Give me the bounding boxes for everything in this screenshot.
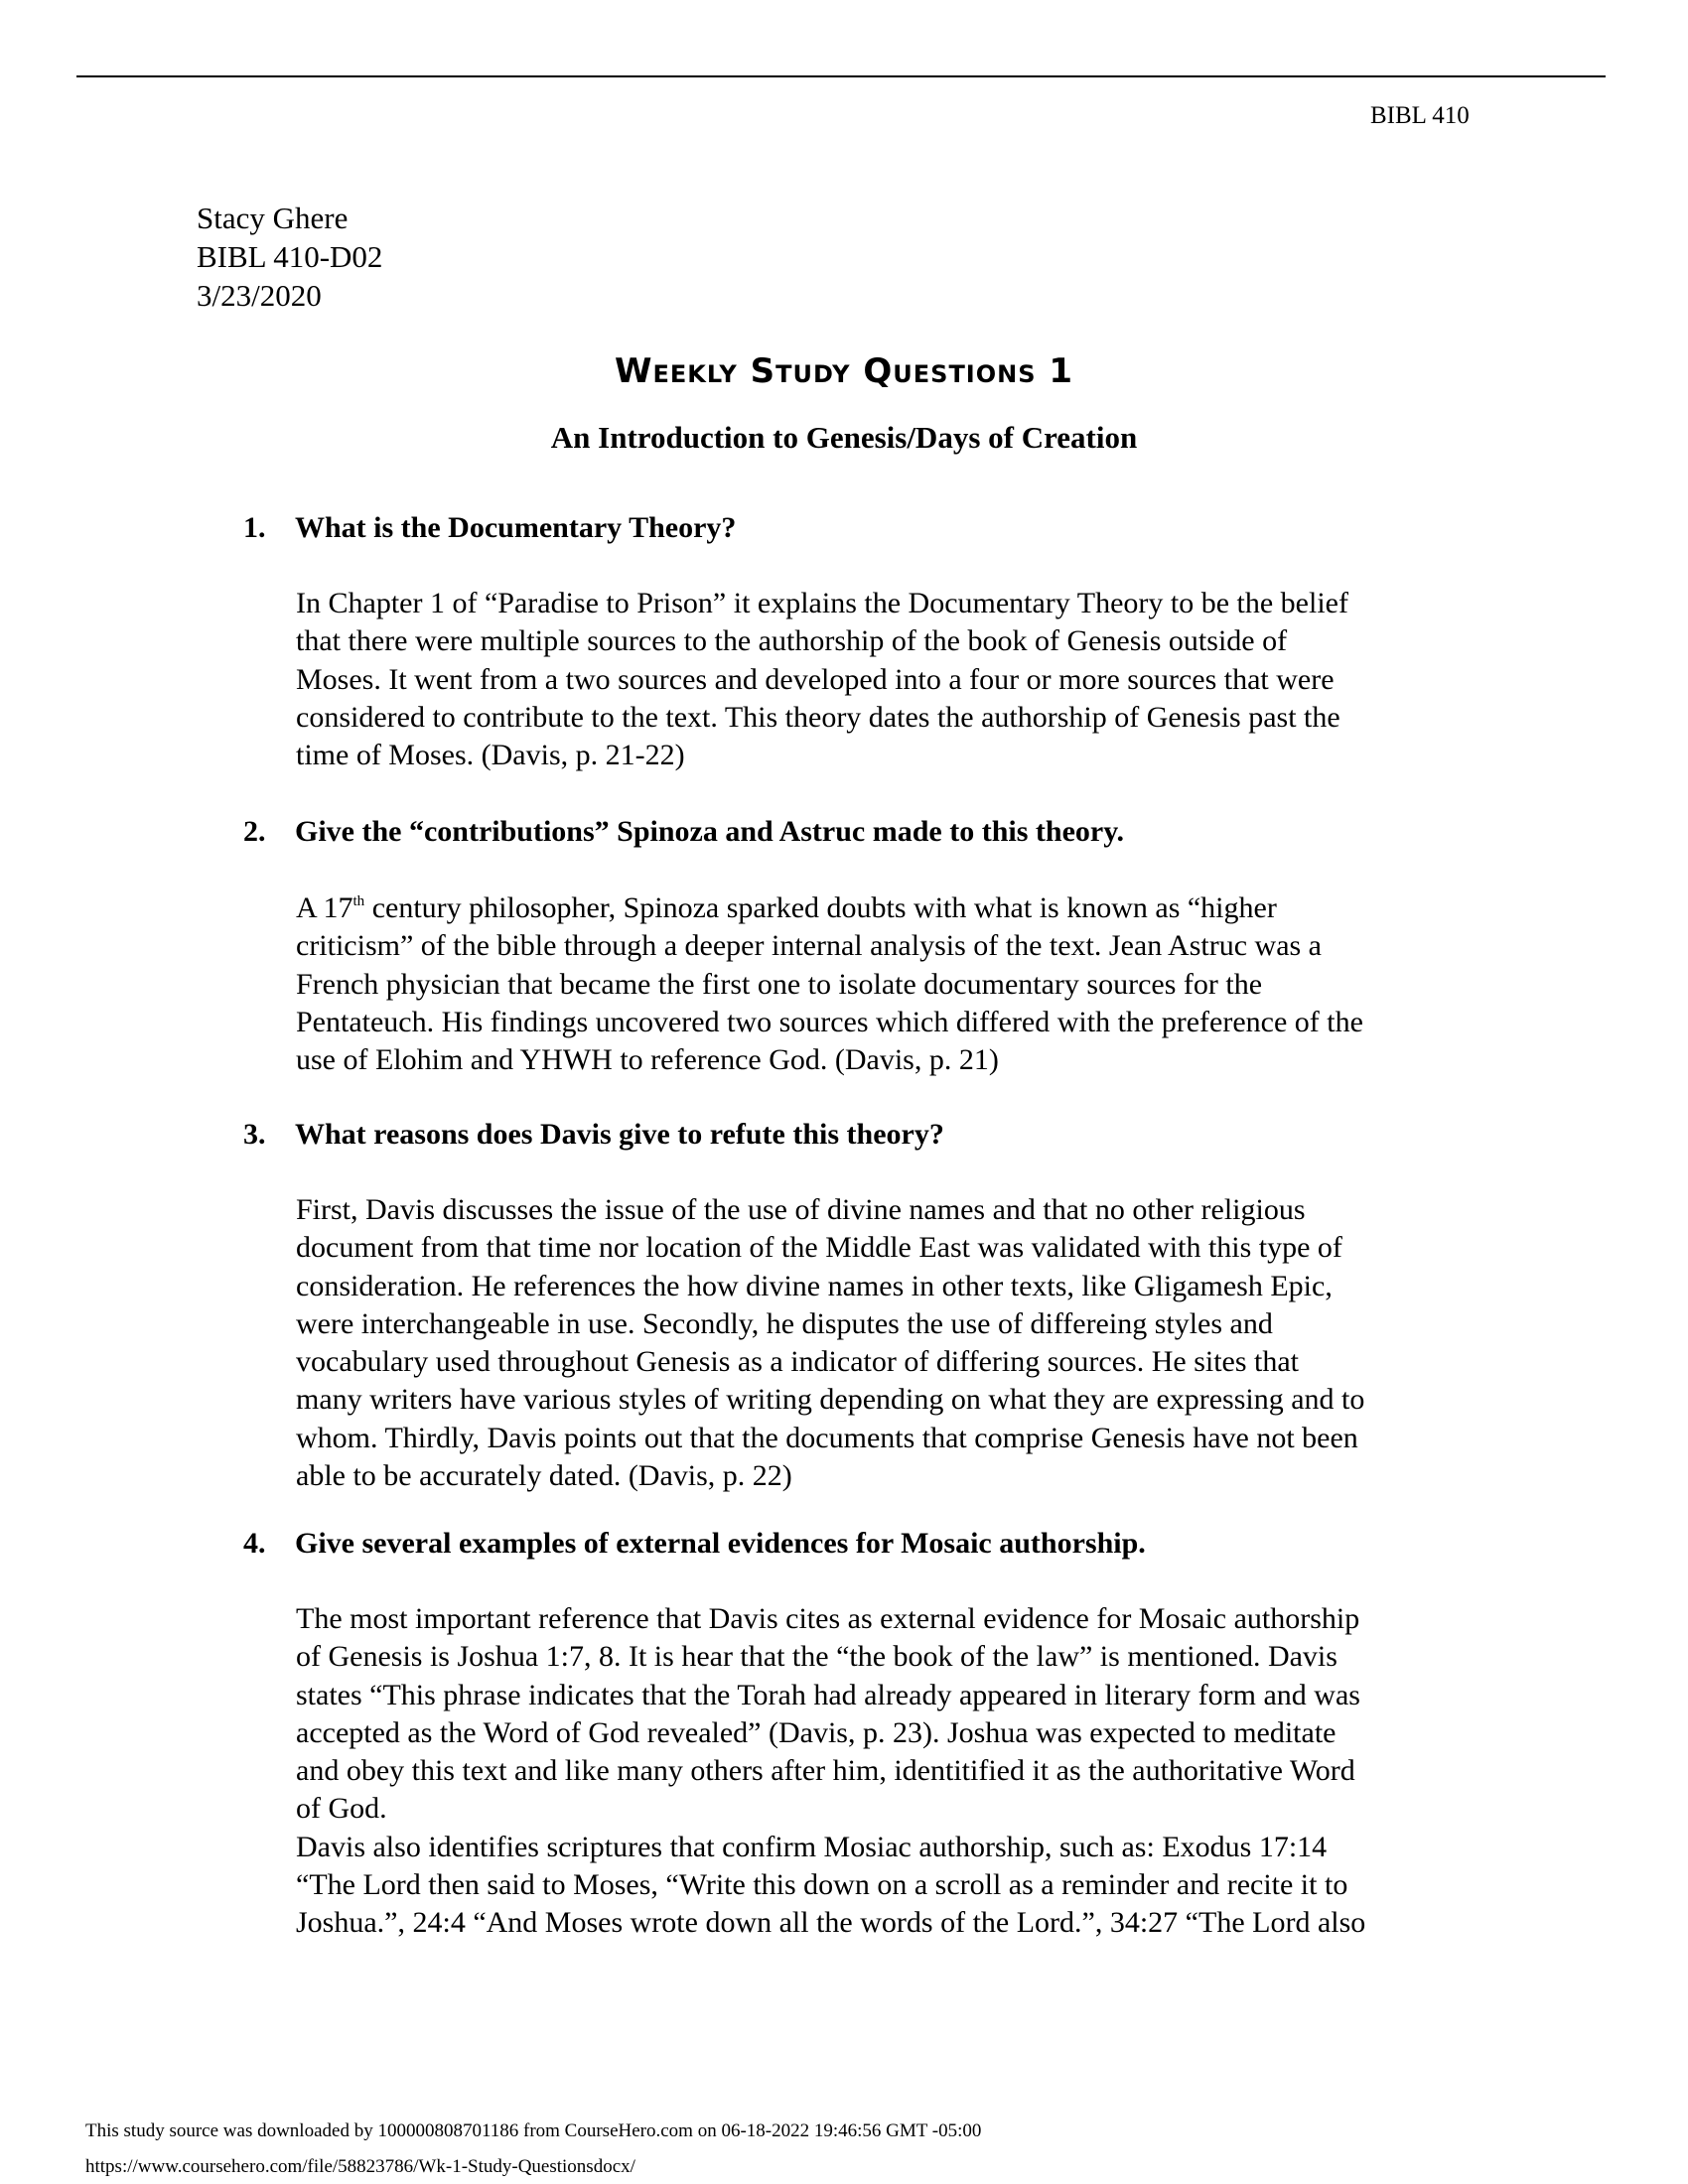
answer-line: First, Davis discusses the issue of the use of divine names and that no other religious	[296, 1193, 1306, 1226]
course-code-header: BIBL 410	[1370, 102, 1470, 129]
answer-line: “The Lord then said to Moses, “Write this down on a scroll as a reminder and recite it to	[296, 1868, 1348, 1902]
question-heading	[243, 1525, 1146, 1563]
source-url: https://www.coursehero.com/file/58823786/Wk-1-Study-Questionsdocx/	[85, 2156, 635, 2177]
submission-date: 3/23/2020	[197, 278, 322, 313]
answer-line: Davis also identifies scriptures that confirm Mosiac authorship, such as: Exodus 17:14	[296, 1830, 1328, 1863]
answer-line: accepted as the Word of God revealed” (Davis, p. 23). Joshua was expected to meditate	[296, 1715, 1336, 1749]
question-number: 4.	[243, 1527, 266, 1560]
answer-line	[296, 889, 1517, 927]
answer-line: able to be accurately dated. (Davis, p. 22)	[296, 1459, 792, 1493]
answer-line: that there were multiple sources to the authorship of the book of Genesis outside of	[296, 624, 1288, 658]
question-number: 2.	[243, 815, 266, 848]
author-block	[197, 199, 382, 315]
question-text: Give the “contributions” Spinoza and Astruc made to this theory.	[295, 815, 1125, 848]
answer-line: and obey this text and like many others after him, identitified it as the authoritative Word	[296, 1754, 1355, 1788]
answer-line: Joshua.”, 24:4 “And Moses wrote down all the words of the Lord.”, 34:27 “The Lord also	[296, 1906, 1366, 1940]
answer-line: considered to contribute to the text. This theory dates the authorship of Genesis past the	[296, 700, 1340, 734]
answer-line: vocabulary used throughout Genesis as a indicator of differing sources. He sites that	[296, 1345, 1300, 1379]
course-section: BIBL 410-D02	[197, 239, 383, 274]
answer-line: document from that time nor location of the Middle East was validated with this type of	[296, 1231, 1342, 1265]
answer-text: century philosopher, Spinoza sparked doubts with what is known as “higher	[364, 891, 1277, 924]
answer-line: Moses. It went from a two sources and developed into a four or more sources that were	[296, 662, 1335, 696]
answer-line: consideration. He references the how divine names in other texts, like Gligamesh Epic,	[296, 1269, 1333, 1302]
answer-line: criticism” of the bible through a deeper internal analysis of the text. Jean Astruc was a	[296, 929, 1322, 963]
answer-paragraph	[296, 1191, 1517, 1495]
answer-paragraph	[296, 1600, 1517, 1943]
header-rule	[76, 75, 1606, 77]
question-number: 3.	[243, 1118, 266, 1151]
question-text: Give several examples of external evidences for Mosaic authorship.	[295, 1527, 1146, 1560]
answer-line: whom. Thirdly, Davis points out that the documents that comprise Genesis have not been	[296, 1421, 1358, 1454]
answer-line: states “This phrase indicates that the Torah had already appeared in literary form and was	[296, 1678, 1360, 1711]
answer-line: In Chapter 1 of “Paradise to Prison” it explains the Documentary Theory to be the belief	[296, 587, 1348, 619]
download-source-note: This study source was downloaded by 100000808701186 from CourseHero.com on 06-18-2022 19:46:56 GMT -05:00	[85, 2120, 982, 2141]
answer-line: many writers have various styles of writing depending on what they are expressing and to	[296, 1383, 1365, 1417]
student-name: Stacy Ghere	[197, 201, 349, 235]
answer-paragraph	[296, 889, 1517, 1079]
ordinal-suffix: th	[352, 893, 365, 909]
answer-line: use of Elohim and YHWH to reference God. (Davis, p. 21)	[296, 1043, 999, 1077]
question-heading	[243, 813, 1124, 851]
question-text: What reasons does Davis give to refute this theory?	[295, 1118, 944, 1151]
question-heading	[243, 509, 736, 547]
answer-line: French physician that became the first one to isolate documentary sources for the	[296, 967, 1263, 1001]
answer-line: Pentateuch. His findings uncovered two sources which differed with the preference of the	[296, 1005, 1363, 1038]
question-text: What is the Documentary Theory?	[295, 511, 737, 544]
answer-line: The most important reference that Davis cites as external evidence for Mosaic authorship	[296, 1602, 1360, 1635]
answer-line: time of Moses. (Davis, p. 21-22)	[296, 739, 685, 772]
answer-paragraph	[296, 585, 1517, 774]
document-title: Weekly Study Questions 1	[614, 351, 1074, 391]
answer-line: of God.	[296, 1792, 387, 1826]
answer-line: were interchangeable in use. Secondly, he disputes the use of differeing styles and	[296, 1306, 1273, 1340]
question-number: 1.	[243, 511, 266, 544]
answer-line: of Genesis is Joshua 1:7, 8. It is hear that the “the book of the law” is mentioned. Davis	[296, 1640, 1337, 1674]
answer-text: A 17	[296, 891, 353, 924]
question-heading	[243, 1116, 944, 1154]
document-subtitle: An Introduction to Genesis/Days of Creation	[550, 420, 1138, 455]
